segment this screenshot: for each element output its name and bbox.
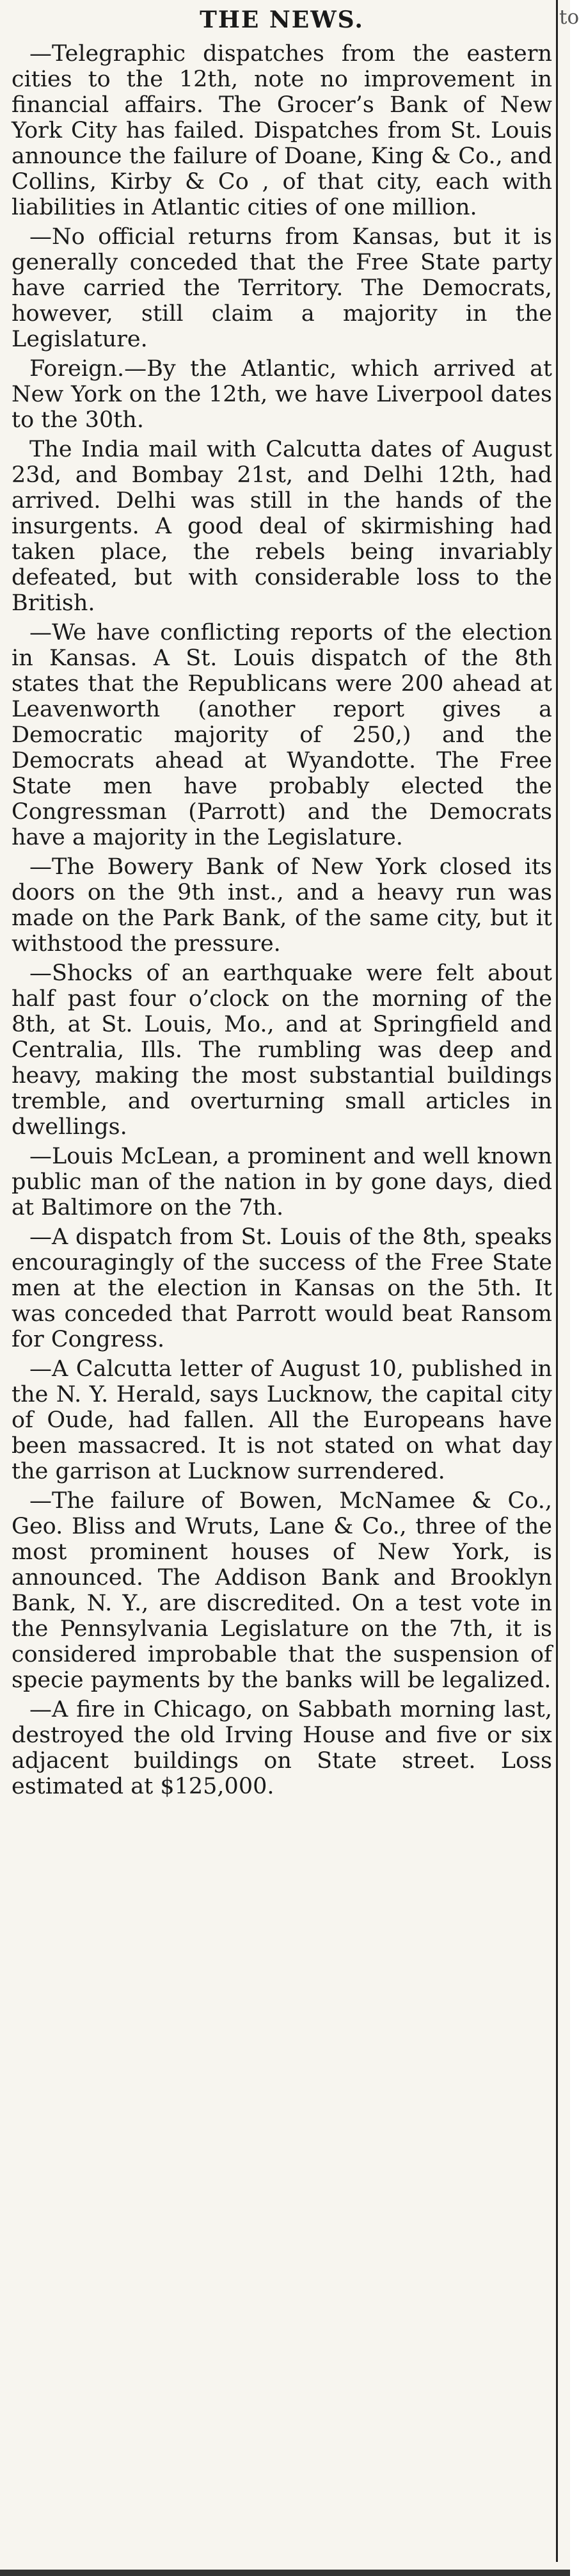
news-item-india-mail: The India mail with Calcutta dates of August 23d, and Bombay 21st, and Delhi 12th, had arrived. Delhi was still in the hands of the insurgents. A good deal of skirmishing had taken place, the rebels being invariably defeated, but with considerable loss to the British.: [12, 437, 552, 616]
bottom-rule: [0, 2562, 570, 2576]
news-item-bowery-bank: —The Bowery Bank of New York closed its doors on the 9th inst., and a heavy run was made on the Park Bank, of the same city, but it withstood the pressure.: [12, 854, 552, 957]
column-rule: [556, 0, 558, 2576]
news-item-kansas-election: —We have conflicting reports of the election in Kansas. A St. Louis dispatch of the 8th states that the Republicans were 200 ahead at Leavenworth (another report gives a Democratic majority of 250,) and the Democrats ahead at Wyandotte. The Free State men have probably elected the Congressman (Parrott) and the Democrats have a majority in the Legislature.: [12, 620, 552, 850]
news-item-foreign: Foreign.—By the Atlantic, which arrived at New York on the 12th, we have Liverpool dates to the 30th.: [12, 356, 552, 433]
news-column: [12, 0, 552, 2576]
news-item-lucknow: —A Calcutta letter of August 10, published in the N. Y. Herald, says Lucknow, the capital city of Oude, had fallen. All the Europeans have been massacred. It is not stated on what day the garrison at Lucknow surrendered.: [12, 1356, 552, 1484]
news-item-kansas-returns: —No official returns from Kansas, but it is generally conceded that the Free State party have carried the Territory. The Democrats, however, still claim a majority in the Legislature.: [12, 224, 552, 352]
news-item-st-louis-dispatch: —A dispatch from St. Louis of the 8th, speaks encouragingly of the success of the Free State men at the election in Kansas on the 5th. It was conceded that Parrott would beat Ransom for Congress.: [12, 1224, 552, 1352]
news-item-chicago-fire: —A fire in Chicago, on Sabbath morning last, destroyed the old Irving House and five or six adjacent buildings on State street. Loss estimated at $125,000.: [12, 1697, 552, 1799]
news-item-louis-mclean: —Louis McLean, a prominent and well known public man of the nation in by gone days, died at Baltimore on the 7th.: [12, 1144, 552, 1220]
news-item-financial-failures: —Telegraphic dispatches from the eastern cities to the 12th, note no improvement in financial affairs. The Grocer’s Bank of New York City has failed. Dispatches from St. Louis announce the failure of Doane, King & Co., and Collins, Kirby & Co , of that city, each with liabilities in Atlantic cities of one million.: [12, 41, 552, 220]
adjacent-column-fragment: to: [559, 6, 579, 29]
news-item-earthquake: —Shocks of an earthquake were felt about half past four o’clock on the morning of the 8th, at St. Louis, Mo., and at Springfield and Centralia, Ills. The rumbling was deep and heavy, making the most substantial buildings tremble, and overturning small articles in dwellings.: [12, 960, 552, 1140]
news-item-bank-failures: —The failure of Bowen, McNamee & Co., Geo. Bliss and Wruts, Lane & Co., three of the most prominent houses of New York, is announced. The Addison Bank and Brooklyn Bank, N. Y., are discredited. On a test vote in the Pennsylvania Legislature on the 7th, it is considered improbable that the suspension of specie payments by the banks will be legalized.: [12, 1488, 552, 1693]
section-heading: THE NEWS.: [200, 6, 364, 33]
